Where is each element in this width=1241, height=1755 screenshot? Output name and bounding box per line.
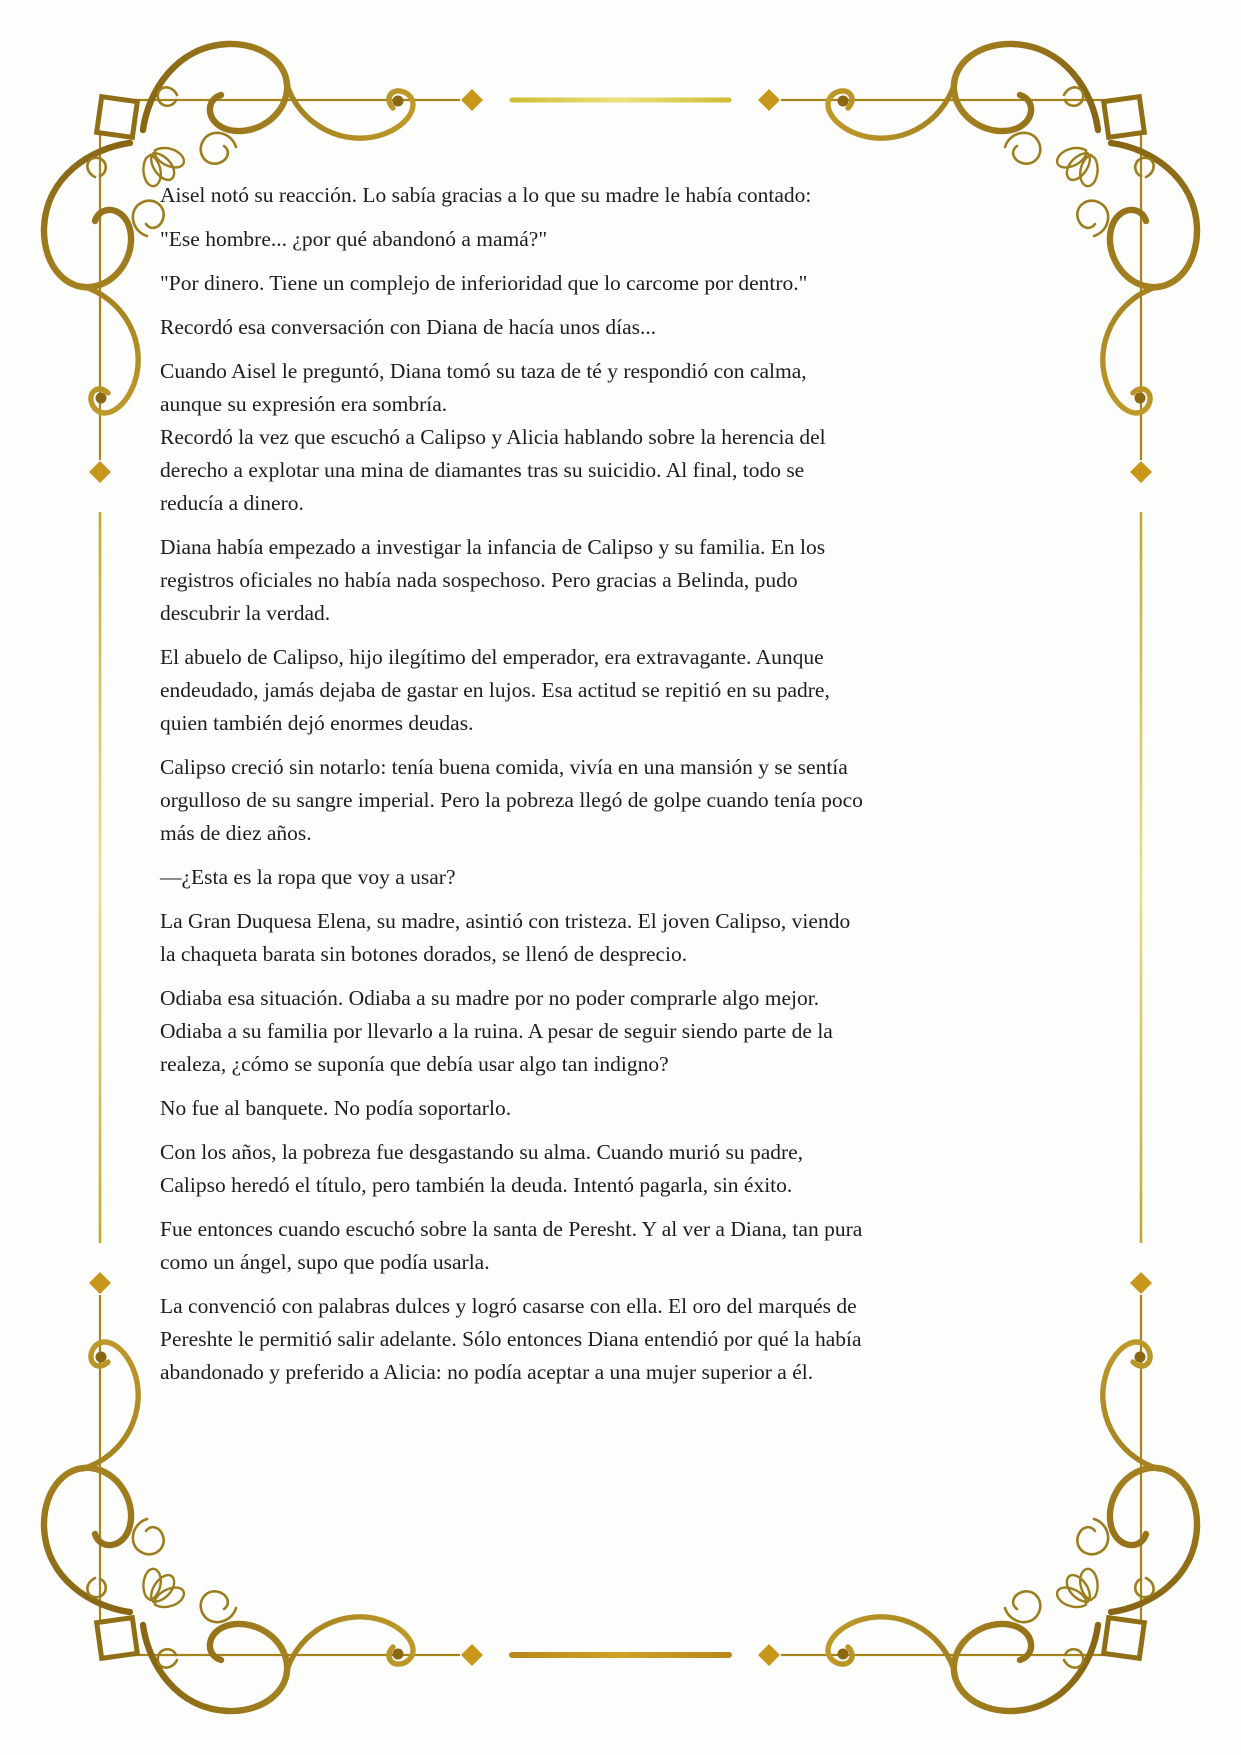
paragraph-2 — [160, 223, 1120, 256]
paragraph-9 — [160, 861, 1120, 894]
text-line: orgulloso de su sangre imperial. Pero la pobreza llegó de golpe cuando tenía poco — [160, 788, 863, 812]
text-line: realeza, ¿cómo se suponía que debía usar algo tan indigno? — [160, 1052, 669, 1076]
text-line: Odiaba esa situación. Odiaba a su madre por no poder comprarle algo mejor. — [160, 986, 820, 1010]
paragraph-10 — [160, 905, 1120, 971]
text-line: Fue entonces cuando escuchó sobre la santa de Peresht. Y al ver a Diana, tan pura — [160, 1217, 863, 1241]
text-line: Aisel notó su reacción. Lo sabía gracias a lo que su madre le había contado: — [160, 183, 812, 207]
text-line: derecho a explotar una mina de diamantes tras su suicidio. Al final, todo se — [160, 458, 805, 482]
paragraph-13 — [160, 1136, 1120, 1202]
text-line: Diana había empezado a investigar la infancia de Calipso y su familia. En los — [160, 535, 826, 559]
text-line: abandonado y preferido a Alicia: no podía aceptar a una mujer superior a él. — [160, 1360, 814, 1384]
text-line: La Gran Duquesa Elena, su madre, asintió con tristeza. El joven Calipso, viendo — [160, 909, 851, 933]
paragraph-7 — [160, 641, 1120, 740]
paragraph-6 — [160, 531, 1120, 630]
text-line: "Ese hombre... ¿por qué abandonó a mamá?" — [160, 227, 548, 251]
text-line: Odiaba a su familia por llevarlo a la ruina. A pesar de seguir siendo parte de la — [160, 1019, 833, 1043]
text-line: registros oficiales no había nada sospechoso. Pero gracias a Belinda, pudo — [160, 568, 798, 592]
text-line: aunque su expresión era sombría. — [160, 392, 448, 416]
text-line: Calipso heredó el título, pero también la deuda. Intentó pagarla, sin éxito. — [160, 1173, 793, 1197]
text-line: La convenció con palabras dulces y logró casarse con ella. El oro del marqués de — [160, 1294, 857, 1318]
paragraph-14 — [160, 1213, 1120, 1279]
text-line: Cuando Aisel le preguntó, Diana tomó su taza de té y respondió con calma, — [160, 359, 807, 383]
paragraph-8 — [160, 751, 1120, 850]
text-line: Pereshte le permitió salir adelante. Sólo entonces Diana entendió por qué la había — [160, 1327, 862, 1351]
text-line: reducía a dinero. — [160, 491, 304, 515]
text-line: como un ángel, supo que podía usarla. — [160, 1250, 490, 1274]
paragraph-5 — [160, 355, 1120, 520]
paragraph-1 — [160, 179, 1120, 212]
text-line: El abuelo de Calipso, hijo ilegítimo del emperador, era extravagante. Aunque — [160, 645, 824, 669]
text-line: No fue al banquete. No podía soportarlo. — [160, 1096, 512, 1120]
paragraph-11 — [160, 982, 1120, 1081]
text-line: Recordó la vez que escuchó a Calipso y Alicia hablando sobre la herencia del — [160, 425, 826, 449]
text-line: Recordó esa conversación con Diana de hacía unos días... — [160, 315, 657, 339]
text-line: la chaqueta barata sin botones dorados, se llenó de desprecio. — [160, 942, 688, 966]
text-line: quien también dejó enormes deudas. — [160, 711, 474, 735]
text-line: endeudado, jamás dejaba de gastar en lujos. Esa actitud se repitió en su padre, — [160, 678, 830, 702]
page-text — [160, 179, 1120, 1400]
paragraph-15 — [160, 1290, 1120, 1389]
text-line: "Por dinero. Tiene un complejo de inferioridad que lo carcome por dentro." — [160, 271, 808, 295]
text-line: más de diez años. — [160, 821, 312, 845]
text-line: Calipso creció sin notarlo: tenía buena comida, vivía en una mansión y se sentía — [160, 755, 848, 779]
text-line: descubrir la verdad. — [160, 601, 331, 625]
paragraph-4 — [160, 311, 1120, 344]
text-line: Con los años, la pobreza fue desgastando su alma. Cuando murió su padre, — [160, 1140, 804, 1164]
text-line: —¿Esta es la ropa que voy a usar? — [160, 865, 456, 889]
paragraph-3 — [160, 267, 1120, 300]
paragraph-12 — [160, 1092, 1120, 1125]
